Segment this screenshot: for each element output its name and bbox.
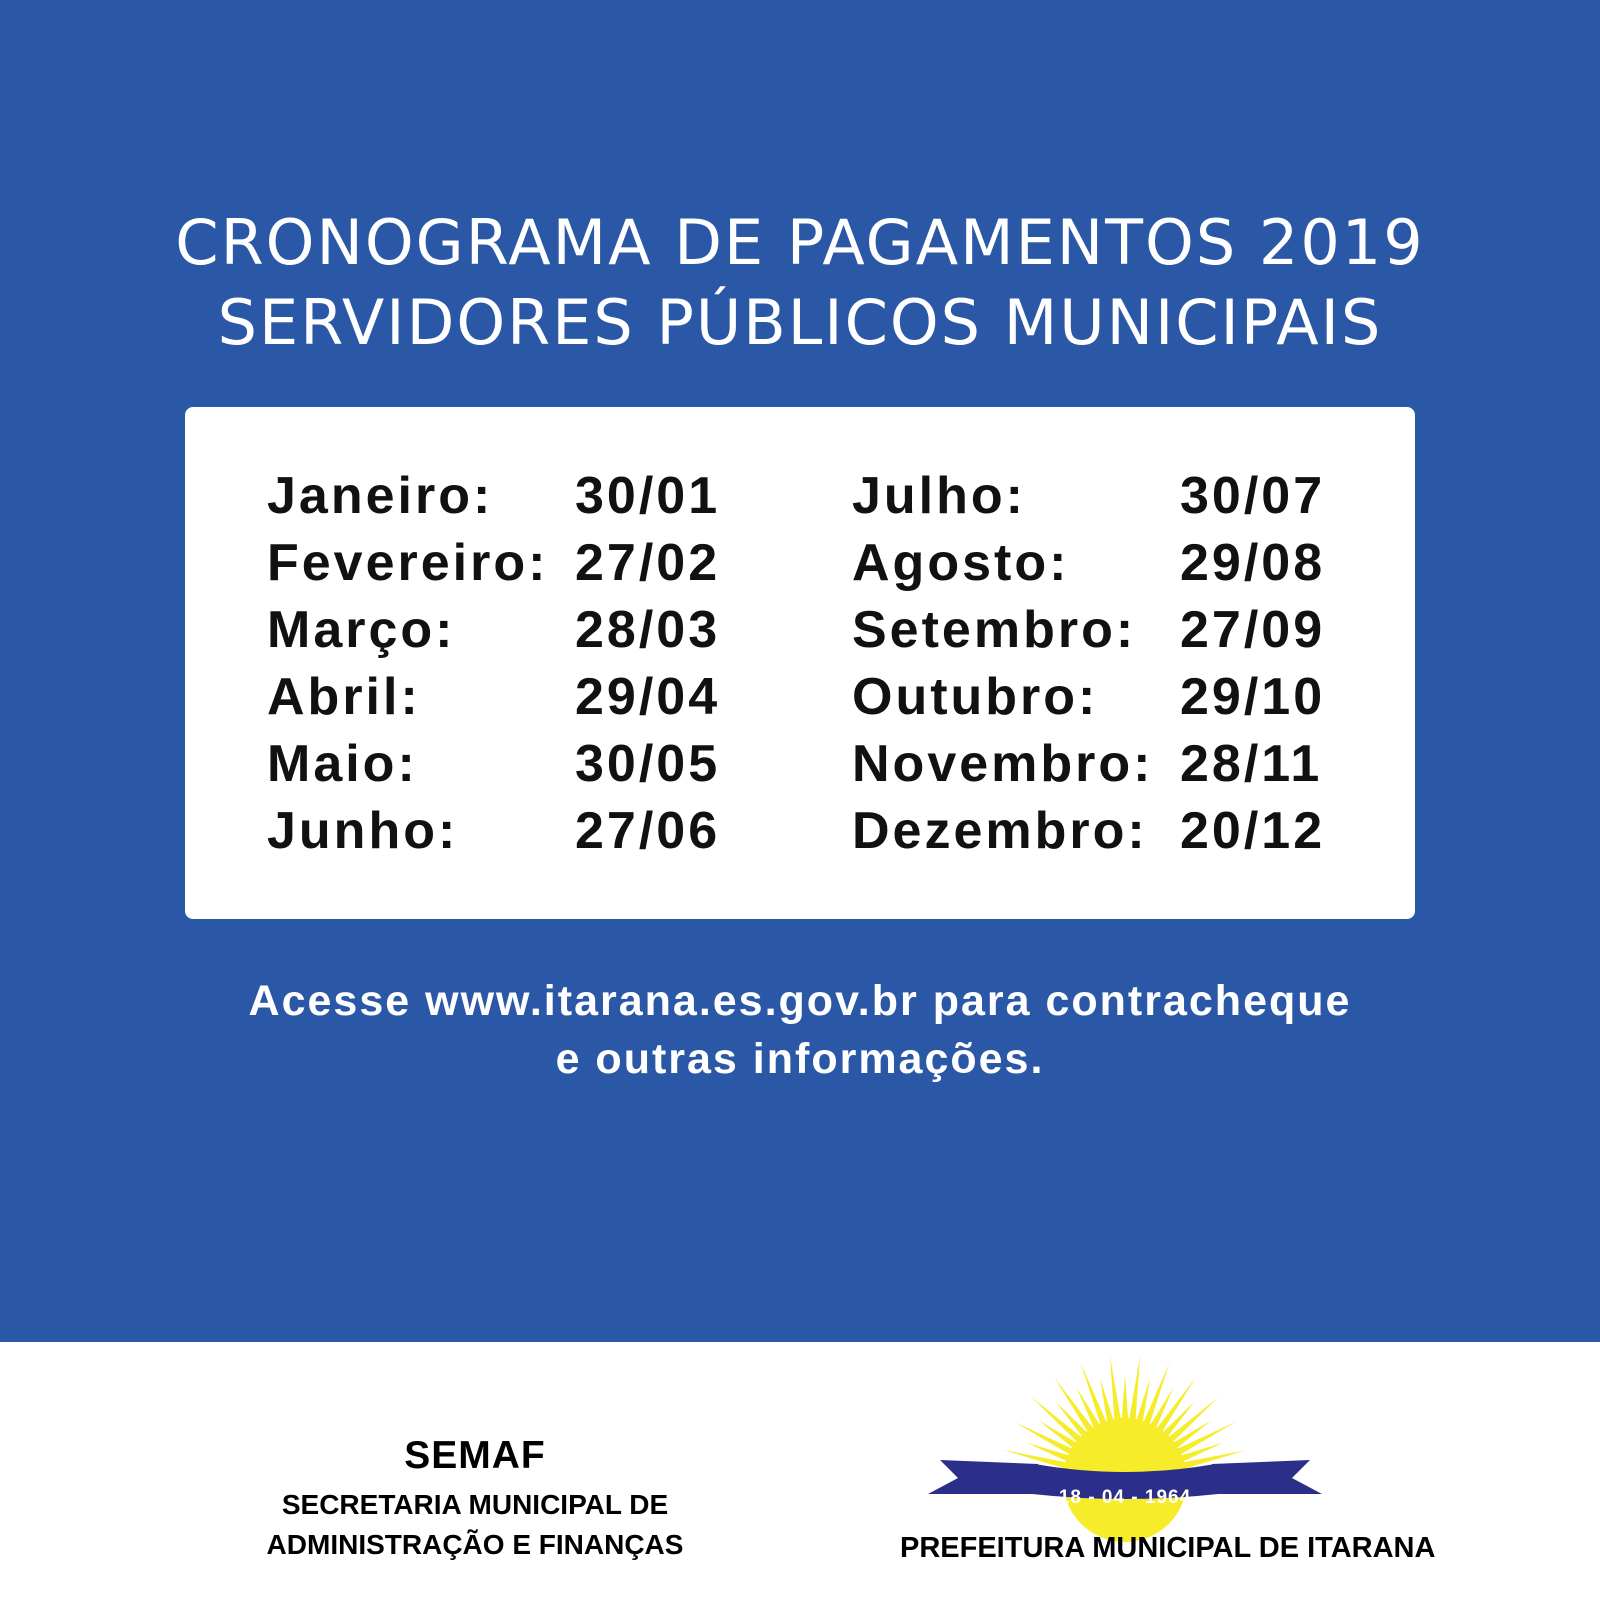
access-info-text: Acesse www.itarana.es.gov.br para contracheque — [248, 977, 1352, 1025]
month-label: Setembro: — [852, 601, 1137, 659]
month-label: Outubro: — [852, 668, 1099, 726]
prefeitura-logo — [900, 1352, 1436, 1592]
payment-date: 29/10 — [1180, 668, 1326, 726]
logo-name: PREFEITURA MUNICIPAL DE ITARANA — [900, 1532, 1436, 1564]
semaf-acronym: SEMAF — [404, 1434, 546, 1477]
payment-date: 30/07 — [1180, 467, 1326, 525]
access-info-text: e outras informações. — [555, 1035, 1045, 1083]
month-label: Agosto: — [852, 534, 1070, 592]
month-label: Novembro: — [852, 735, 1154, 793]
month-label: Abril: — [267, 668, 421, 726]
semaf-signature — [240, 1436, 710, 1559]
payment-date: 29/04 — [575, 668, 721, 726]
semaf-name-line: SECRETARIA MUNICIPAL DE — [281, 1489, 669, 1520]
payment-date: 30/01 — [575, 467, 721, 525]
sun-ray — [1122, 1375, 1129, 1420]
sun-ray — [1110, 1356, 1121, 1421]
payment-date: 28/03 — [575, 601, 721, 659]
sun-ray — [1129, 1356, 1140, 1421]
payment-date: 27/02 — [575, 534, 721, 592]
month-label: Maio: — [267, 735, 418, 793]
payment-date: 29/08 — [1180, 534, 1326, 592]
page-title: CRONOGRAMA DE PAGAMENTOS 2019 — [175, 206, 1425, 279]
payment-schedule-card — [185, 407, 1415, 919]
payment-date: 28/11 — [1180, 735, 1323, 793]
month-label: Fevereiro: — [267, 534, 549, 592]
logo-date: 18 - 04 - 1964 — [1058, 1487, 1192, 1508]
month-label: Janeiro: — [267, 467, 494, 525]
payment-date: 20/12 — [1180, 802, 1326, 860]
month-label: Março: — [267, 601, 456, 659]
page-subtitle: SERVIDORES PÚBLICOS MUNICIPAIS — [217, 286, 1383, 359]
month-label: Dezembro: — [852, 802, 1148, 860]
payment-date: 27/06 — [575, 802, 721, 860]
payment-date: 30/05 — [575, 735, 721, 793]
month-label: Junho: — [267, 802, 459, 860]
semaf-name-line: ADMINISTRAÇÃO E FINANÇAS — [266, 1529, 684, 1560]
month-label: Julho: — [852, 467, 1026, 525]
payment-date: 27/09 — [1180, 601, 1326, 659]
